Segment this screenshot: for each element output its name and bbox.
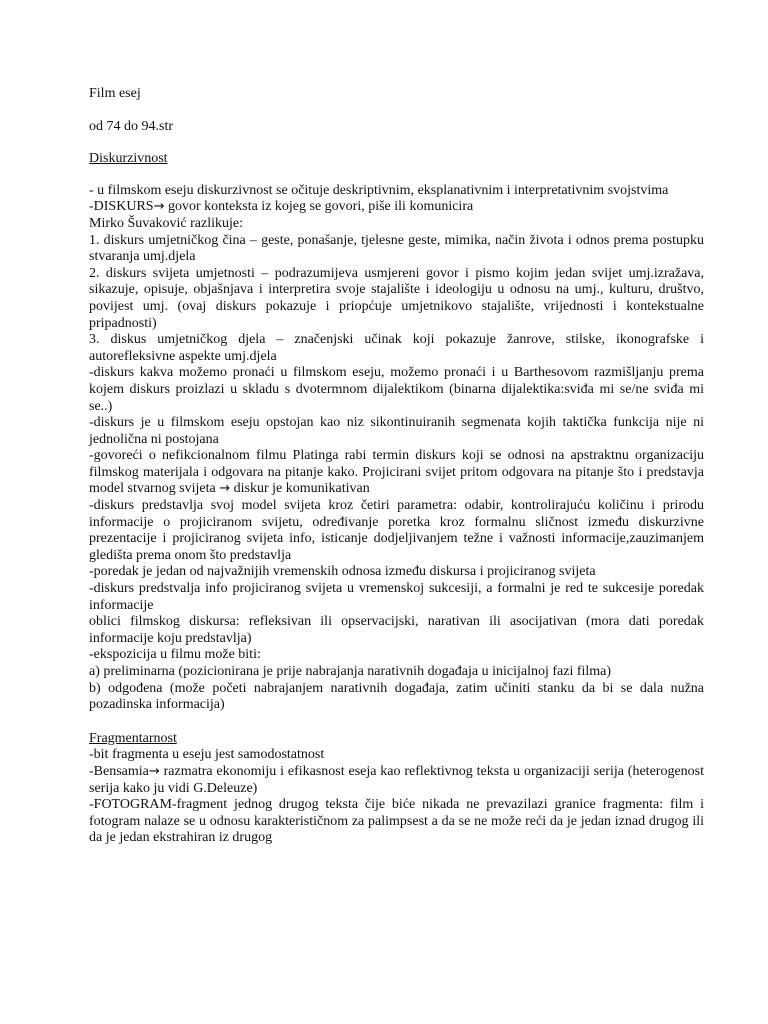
paragraph: -diskurs kakva možemo pronaći u filmskom eseju, možemo pronaći i u Barthesovom razmišljanju prema kojem diskurs proizlazi u skladu s dvotermnom dijalektikom (binarna dijalektika:sviđa mi se/ne sviđa mi se..): [89, 365, 704, 414]
arrow-right-icon: →: [148, 763, 160, 779]
document-page: [89, 86, 704, 847]
paragraph: -diskurs predstavlja svoj model svijeta kroz četiri parametra: odabir, kontrolirajuću količinu i prirodu informacije o projiciranom svijetu, određivanje poretka kroz formalnu sličnost između diskurzivne prezentacije i projiciranog svijeta info, isticanje dodjeljivanjem težne i važnosti informacije,zauzimanjem gledišta prema onom što predstavlja: [89, 498, 704, 563]
paragraph: oblici filmskog diskursa: refleksivan ili opservacijski, narativan ili asocijativan (mora dati poredak informacije koju predstavlja): [89, 614, 704, 646]
paragraph: -diskurs predstvalja info projiciranog svijeta u vremenskoj sukcesiji, a formalni je red te sukcesije poredak informacije: [89, 581, 704, 613]
diskurs-definition: govor konteksta iz kojeg se govori, piše ili komunicira: [164, 199, 474, 215]
heading-diskurzivnost: Diskurzivnost: [89, 151, 168, 167]
platinga-conclusion: diskur je komunikativan: [230, 481, 370, 497]
paragraph-diskurs: [89, 199, 704, 216]
paragraph: 3. diskus umjetničkog djela – značenjski učinak koji pokazuje žanrove, stilske, ikonografske i autorefleksivne aspekte umj.djela: [89, 332, 704, 364]
paragraph: -ekspozicija u filmu može biti:: [89, 647, 261, 663]
heading-fragmentarnost: Fragmentarnost: [89, 730, 177, 746]
bensamia-text: razmatra ekonomiju i efikasnost eseja kao reflektivnog teksta u organizaciji serija (heterogenost serija kako ju vidi G.Deleuze): [89, 763, 704, 796]
paragraph: -poredak je jedan od najvažnijih vremenskih odnosa između diskursa i projiciranog svijeta: [89, 564, 596, 580]
paragraph-bensamia: [89, 764, 704, 797]
paragraph: - u filmskom eseju diskurzivnost se očituje deskriptivnim, eksplanativnim i interpretativnim svojstvima: [89, 182, 669, 198]
doc-title: Film esej: [89, 86, 141, 101]
paragraph: -diskurs je u filmskom eseju opstojan kao niz sikontinuiranih segmenata kojih taktička funkcija nije ni jednolična ni postojana: [89, 415, 704, 447]
paragraph: Mirko Šuvaković razlikuje:: [89, 215, 243, 231]
platinga-text: -govoreći o nefikcionalnom filmu Platinga rabi termin diskurs koji se odnosi na apstraktnu organizaciju filmskog materijala i odgovara na pitanje kako. Projicirani svijet pritom odgovara na pitanje što i predstavja model stvarnog svijeta: [89, 448, 704, 497]
paragraph: -bit fragmenta u eseju jest samodostatnost: [89, 747, 325, 763]
bensamia-name: -Bensamia: [89, 763, 149, 779]
paragraph-platinga: [89, 448, 704, 498]
paragraph: b) odgođena (može početi nabrajanjem narativnih događaja, zatim učiniti stanku da bi se dala nužna pozadinska informacija): [89, 680, 704, 713]
paragraph: -FOTOGRAM-fragment jednog drugog teksta čije biće nikada ne prevazilazi granice fragmenta: film i fotogram nalaze se u odnosu karakterističnom za palimpsest a da se ne može reći da je jedan iznad drugog ili da je jedan ekstrahiran iz drugog: [89, 797, 704, 846]
arrow-right-icon: →: [153, 199, 165, 215]
paragraph: a) preliminarna (pozicionirana je prije nabrajanja narativnih događaja u inicijalnoj fazi filma): [89, 664, 612, 679]
paragraph: 1. diskurs umjetničkog čina – geste, ponašanje, tjelesne geste, mimika, način života i odnos prema postupku stvaranja umj.djela: [89, 232, 704, 265]
paragraph: 2. diskurs svijeta umjetnosti – podrazumijeva usmjereni govor i pismo kojim jedan svijet umj.izražava, sikazuje, opisuje, objašnjava i interpretira svoje stajalište i ideologiju u odnosu na umj., kulturu, društvo, povijest umj. (ovaj diskurs pokazuje i priopćuje umjetnikovo stajalište, vrijednosti i kontekstualne pripadnosti): [89, 265, 704, 331]
arrow-right-icon: →: [219, 481, 231, 497]
term-diskurs: -DISKURS: [89, 199, 154, 215]
page-range: od 74 do 94.str: [89, 118, 173, 134]
